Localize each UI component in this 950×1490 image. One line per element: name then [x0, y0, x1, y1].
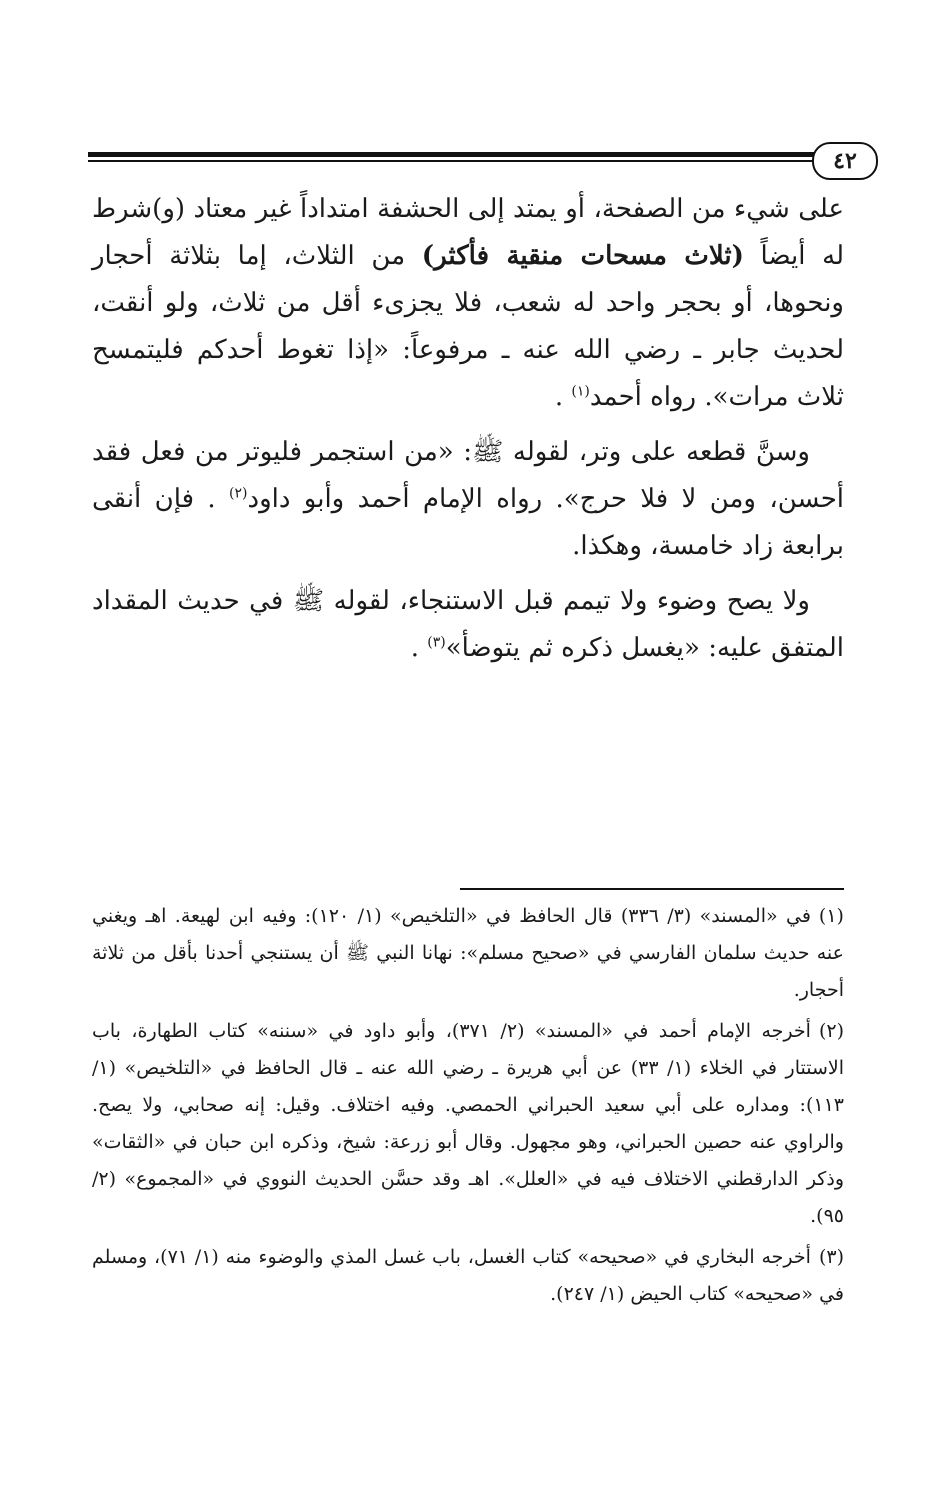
footnote-1-number: (١)	[818, 905, 844, 927]
paragraph-3-text-b: .	[410, 633, 428, 663]
footnote-ref-1[interactable]: (١)	[571, 383, 590, 400]
footnote-separator	[460, 888, 844, 890]
header-rule	[88, 150, 828, 164]
footnote-3	[92, 1239, 844, 1313]
paragraph-2-text-a: وسنَّ قطعه على وتر، لقوله ﷺ: «من استجمر فليوتر من فعل فقد أحسن، ومن لا فلا حرج». رواه الإمام أحمد وأبو داود	[92, 437, 844, 514]
footnote-ref-2[interactable]: (٢)	[229, 485, 248, 502]
footnote-3-number: (٣)	[818, 1246, 844, 1268]
footnote-2-text: أخرجه الإمام أحمد في «المسند» (٢/ ٣٧١)، وأبو داود في «سننه» كتاب الطهارة، باب الاستتار في الخلاء (١/ ٣٣) عن أبي هريرة ـ رضي الله عنه ـ قال الحافظ في «التلخيص» (١/ ١١٣): ومداره على أبي سعيد الحبراني الحمصي. وفيه اختلاف. وقيل: إنه صحابي، ولا يصح. والراوي عنه حصين الحبراني، وهو مجهول. وقال أبو زرعة: شيخ، وذكره ابن حبان في «الثقات» وذكر الدارقطني الاختلاف فيه في «العلل». اهـ وقد حسَّن الحديث النووي في «المجموع» (٢/ ٩٥).	[92, 1020, 844, 1227]
page-number: ٤٢	[812, 142, 878, 180]
footnote-2	[92, 1013, 844, 1235]
paragraph-1	[92, 186, 844, 421]
paragraph-2	[92, 429, 844, 570]
footnotes	[92, 898, 844, 1317]
footnote-3-text: أخرجه البخاري في «صحيحه» كتاب الغسل، باب غسل المذي والوضوء منه (١/ ٧١)، ومسلم في «صحيحه» كتاب الحيض (١/ ٢٤٧).	[92, 1246, 844, 1305]
paragraph-3	[92, 578, 844, 672]
header-rule-thick	[88, 152, 828, 157]
footnote-1	[92, 898, 844, 1009]
paragraph-3-text-a: ولا يصح وضوء ولا تيمم قبل الاستنجاء، لقوله ﷺ في حديث المقداد المتفق عليه: «يغسل ذكره ثم يتوضأ»	[92, 586, 844, 663]
paragraph-1-text-c: .	[554, 382, 572, 412]
footnote-2-number: (٢)	[818, 1020, 844, 1042]
main-text	[92, 186, 844, 680]
paragraph-1-text-a: على شيء من الصفحة، أو يمتد إلى الحشفة امتداداً غير معتاد (و)شرط له أيضاً	[92, 194, 844, 271]
footnote-ref-3[interactable]: (٣)	[427, 634, 446, 651]
header-rule-thin	[88, 160, 828, 162]
paragraph-2-text-b: . فإن أنقى برابعة زاد خامسة، وهكذا.	[92, 484, 844, 561]
paragraph-1-bold-phrase: (ثلاث مسحات منقية فأكثر)	[421, 241, 744, 271]
footnote-1-text: في «المسند» (٣/ ٣٣٦) قال الحافظ في «التلخيص» (١/ ١٢٠): وفيه ابن لهيعة. اهـ ويغني عنه حديث سلمان الفارسي في «صحيح مسلم»: نهانا النبي ﷺ أن يستنجي أحدنا بأقل من ثلاثة أحجار.	[92, 905, 844, 1001]
paragraph-1-text-b: من الثلاث، إما بثلاثة أحجار ونحوها، أو بحجر واحد له شعب، فلا يجزىء أقل من ثلاث، ولو أنقت، لحديث جابر ـ رضي الله عنه ـ مرفوعاً: «إذا تغوط أحدكم فليتمسح ثلاث مرات». رواه أحمد	[92, 241, 844, 412]
